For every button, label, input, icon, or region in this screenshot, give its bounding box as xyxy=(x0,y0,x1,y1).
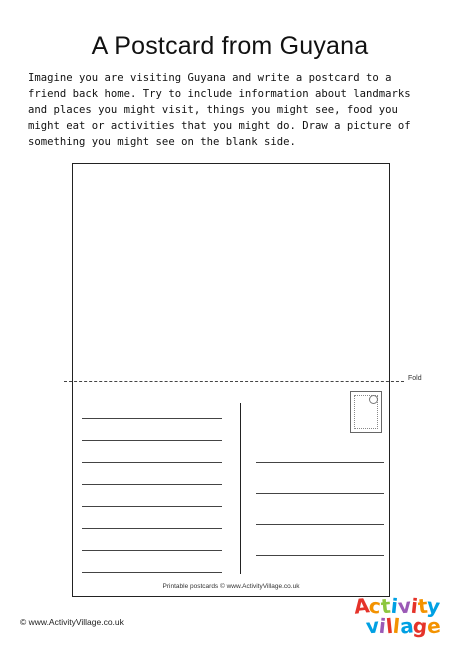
logo-letter: a xyxy=(398,613,415,639)
message-line xyxy=(82,528,222,529)
address-line xyxy=(256,493,384,494)
logo-letter: g xyxy=(411,613,429,639)
message-address-divider xyxy=(240,403,241,574)
logo-word-village xyxy=(364,613,443,639)
logo-letter: y xyxy=(426,593,442,619)
logo-word-activity xyxy=(352,593,442,619)
logo-letter: v xyxy=(396,593,413,619)
message-line xyxy=(82,484,222,485)
instructions-text: Imagine you are visiting Guyana and write a postcard to a friend back home. Try to include information about landmarks and places you might visit, things you might see, food you might eat or activities that you might do. Draw a picture of something you might see on the blank side. xyxy=(28,72,411,148)
logo-letter: i xyxy=(409,593,419,619)
logo-letter: l xyxy=(384,613,395,639)
logo-letter: c xyxy=(368,593,383,619)
message-line xyxy=(82,440,222,441)
message-line xyxy=(82,506,222,507)
message-line xyxy=(82,572,222,573)
fold-label: Fold xyxy=(408,375,422,382)
page-title: A Postcard from Guyana xyxy=(91,32,369,60)
logo-letter: A xyxy=(352,593,371,619)
fold-line xyxy=(64,381,404,382)
message-line xyxy=(82,418,222,419)
logo-letter: v xyxy=(364,613,381,639)
message-line xyxy=(82,462,222,463)
card-footer-credit: Printable postcards © www.ActivityVillage.co.uk xyxy=(162,583,300,590)
logo-letter: t xyxy=(380,593,393,619)
logo-letter: i xyxy=(389,593,400,619)
logo-letter: l xyxy=(391,613,401,639)
address-line xyxy=(256,462,384,463)
stamp-box xyxy=(350,391,382,433)
address-line xyxy=(256,524,384,525)
copyright-text: © www.ActivityVillage.co.uk xyxy=(20,617,124,627)
address-line xyxy=(256,555,384,556)
logo-letter: t xyxy=(416,593,429,619)
activity-village-logo xyxy=(350,593,450,646)
logo-letter: i xyxy=(377,613,388,639)
message-line xyxy=(82,550,222,551)
postmark-icon xyxy=(369,395,378,404)
logo-letter: e xyxy=(426,613,443,639)
postcard-frame xyxy=(72,163,390,597)
